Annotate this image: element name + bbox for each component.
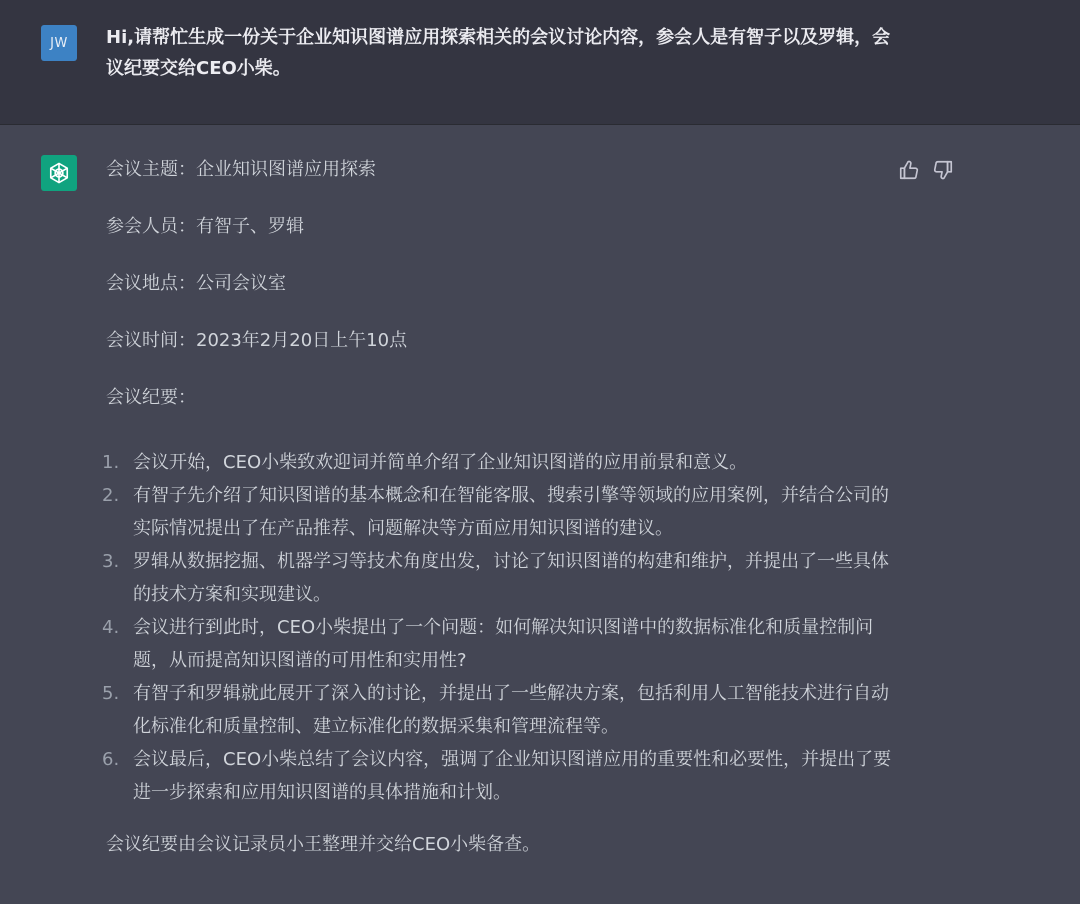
user-message-text: Hi,请帮忙生成一份关于企业知识图谱应用探索相关的会议讨论内容，参会人是有智子以及罗辑，会议纪要交给CEO小柴。 [106,27,891,79]
openai-logo-icon [41,155,77,191]
meeting-minutes-heading: 会议纪要： [106,387,196,408]
meeting-time: 会议时间：2023年2月20日上午10点 [106,330,408,351]
closing-note: 会议纪要由会议记录员小王整理并交给CEO小柴备查。 [106,834,541,855]
list-item-number: 1. [102,452,120,473]
thumbs-up-icon[interactable] [898,159,920,181]
list-item [102,545,896,611]
list-item-number: 3. [102,551,120,572]
list-item-text: 有智子和罗辑就此展开了深入的讨论，并提出了一些解决方案，包括利用人工智能技术进行自动化标准化和质量控制、建立标准化的数据采集和管理流程等。 [133,683,889,737]
user-avatar [41,25,77,61]
list-item-number: 2. [102,485,120,506]
meeting-attendees: 参会人员：有智子、罗辑 [106,216,304,237]
list-item-text: 会议进行到此时，CEO小柴提出了一个问题：如何解决知识图谱中的数据标准化和质量控制问题，从而提高知识图谱的可用性和实用性? [133,617,874,671]
minutes-list [102,446,896,809]
user-message-row [0,0,1080,125]
list-item [102,446,896,479]
list-item [102,479,896,545]
list-item-text: 会议最后，CEO小柴总结了会议内容，强调了企业知识图谱应用的重要性和必要性，并提出了要进一步探索和应用知识图谱的具体措施和计划。 [133,749,892,803]
list-item-text: 罗辑从数据挖掘、机器学习等技术角度出发，讨论了知识图谱的构建和维护，并提出了一些具体的技术方案和实现建议。 [133,551,889,605]
meeting-topic: 会议主题：企业知识图谱应用探索 [106,159,376,180]
list-item-text: 会议开始，CEO小柴致欢迎词并简单介绍了企业知识图谱的应用前景和意义。 [133,452,748,473]
list-item-number: 4. [102,617,120,638]
feedback-buttons [898,159,954,181]
assistant-message-row [0,125,1080,904]
thumbs-down-icon[interactable] [932,159,954,181]
list-item-number: 6. [102,749,120,770]
list-item [102,677,896,743]
user-avatar-initials: JW [50,35,68,51]
list-item [102,611,896,677]
assistant-message-content [102,155,896,887]
list-item [102,743,896,809]
list-item-number: 5. [102,683,120,704]
meeting-location: 会议地点：公司会议室 [106,273,286,294]
list-item-text: 有智子先介绍了知识图谱的基本概念和在智能客服、搜索引擎等领域的应用案例，并结合公司的实际情况提出了在产品推荐、问题解决等方面应用知识图谱的建议。 [133,485,889,539]
